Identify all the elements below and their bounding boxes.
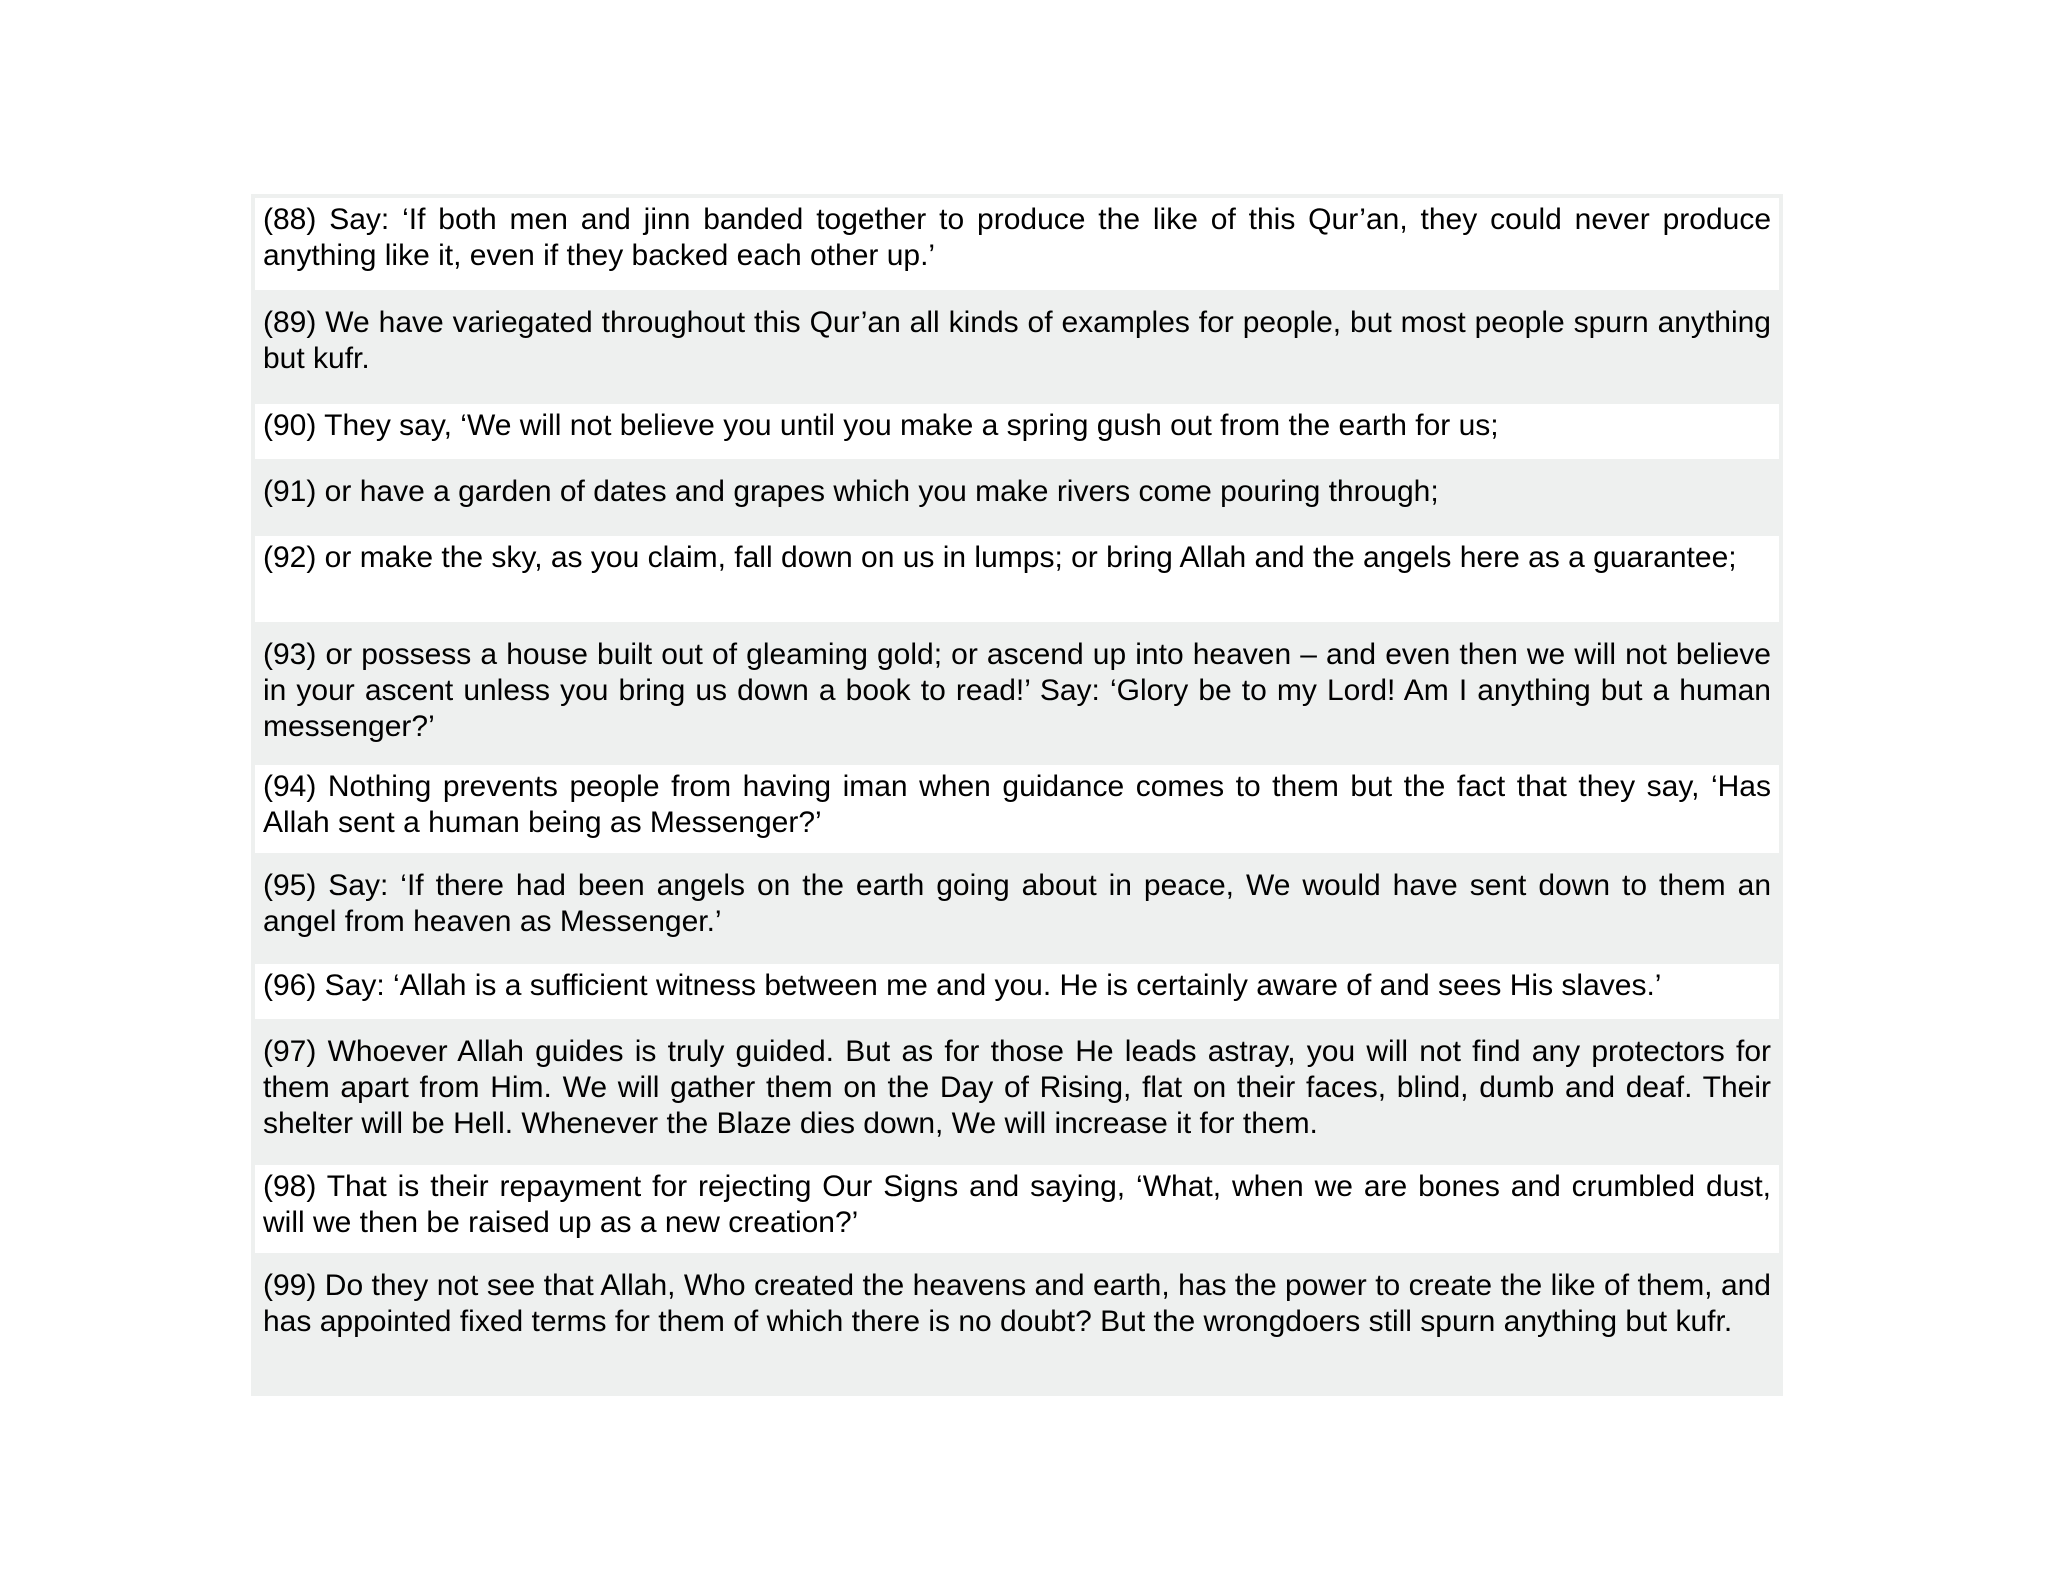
verse-97: (97) Whoever Allah guides is truly guided. But as for those He leads astray, you will not find any protectors for them apart from Him. We will gather them on the Day of Rising, flat on their faces, blind, dumb and deaf. Their shelter will be Hell. Whenever the Blaze dies down, We will increase it for them.: [255, 1030, 1779, 1154]
verse-88: (88) Say: ‘If both men and jinn banded together to produce the like of this Qur’an, they could never produce anything like it, even if they backed each other up.’: [255, 198, 1779, 290]
verse-89: (89) We have variegated throughout this Qur’an all kinds of examples for people, but most people spurn anything but kufr.: [255, 301, 1779, 393]
verse-93: (93) or possess a house built out of gleaming gold; or ascend up into heaven – and even then we will not believe in your ascent unless you bring us down a book to read!’ Say: ‘Glory be to my Lord! Am I anything but a human messenger?’: [255, 633, 1779, 754]
verse-table: [251, 194, 1783, 1396]
verse-96: (96) Say: ‘Allah is a sufficient witness between me and you. He is certainly aware of and sees His slaves.’: [255, 964, 1779, 1019]
verse-99: (99) Do they not see that Allah, Who created the heavens and earth, has the power to create the like of them, and has appointed fixed terms for them of which there is no doubt? But the wrongdoers still spurn anything but kufr.: [255, 1264, 1779, 1390]
verse-98: (98) That is their repayment for rejecting Our Signs and saying, ‘What, when we are bones and crumbled dust, will we then be raised up as a new creation?’: [255, 1165, 1779, 1253]
verse-95: (95) Say: ‘If there had been angels on the earth going about in peace, We would have sent down to them an angel from heaven as Messenger.’: [255, 864, 1779, 953]
verse-91: (91) or have a garden of dates and grapes which you make rivers come pouring through;: [255, 470, 1779, 525]
verse-94: (94) Nothing prevents people from having iman when guidance comes to them but the fact that they say, ‘Has Allah sent a human being as Messenger?’: [255, 765, 1779, 853]
verse-90: (90) They say, ‘We will not believe you until you make a spring gush out from the earth for us;: [255, 404, 1779, 459]
verse-92: (92) or make the sky, as you claim, fall down on us in lumps; or bring Allah and the angels here as a guarantee;: [255, 536, 1779, 622]
